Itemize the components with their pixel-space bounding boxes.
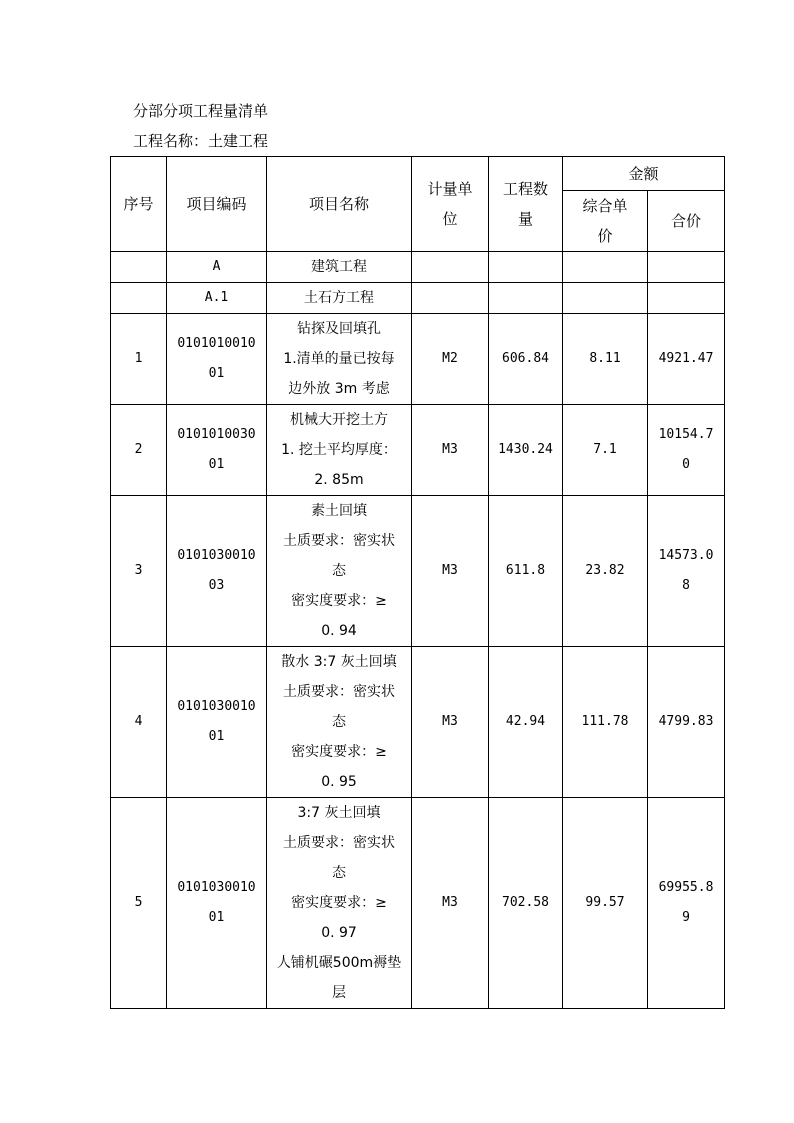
empty-cell [648, 252, 725, 283]
row-code-line: 0101030010 [177, 548, 256, 563]
row-seq: 3 [111, 496, 167, 647]
table-row [111, 314, 725, 405]
row-seq: 1 [111, 314, 167, 405]
row-name-line: 态 [332, 714, 346, 730]
row-total-line: 9 [682, 910, 690, 925]
table-row [111, 496, 725, 647]
row-seq: 2 [111, 405, 167, 496]
table-row [111, 405, 725, 496]
row-quantity: 1430.24 [489, 405, 563, 496]
row-name-line: 3:7 灰土回填 [297, 805, 381, 821]
row-quantity: 702.58 [489, 798, 563, 1009]
header-code: 项目编码 [167, 157, 267, 252]
header-quantity-line: 工程数 [502, 180, 548, 198]
header-unit-line: 位 [442, 210, 458, 228]
header-name: 项目名称 [267, 157, 412, 252]
row-quantity: 606.84 [489, 314, 563, 405]
row-total-line: 0 [682, 457, 690, 472]
row-name-line: 2. 85m [314, 472, 364, 488]
row-unit: M2 [412, 314, 489, 405]
row-name [267, 798, 412, 1009]
row-total-line: 10154.7 [658, 427, 714, 442]
bill-of-quantities-table [110, 156, 725, 1009]
section-row [111, 252, 725, 283]
row-code-line: 01 [208, 457, 225, 472]
row-total-line: 8 [682, 578, 690, 593]
row-total-line: 4799.83 [658, 714, 714, 729]
row-name-line: 素土回填 [311, 503, 367, 519]
row-total [648, 647, 725, 798]
row-code-line: 01 [208, 910, 225, 925]
row-total [648, 405, 725, 496]
row-name-line: 态 [332, 865, 346, 881]
table-row [111, 798, 725, 1009]
row-name-line: 层 [332, 985, 346, 1001]
row-name-line: 人铺机碾500m褥垫 [276, 955, 402, 971]
row-code [167, 496, 267, 647]
row-name-line: 土质要求：密实状 [283, 533, 395, 549]
row-unit-price: 7.1 [563, 405, 648, 496]
row-code [167, 647, 267, 798]
empty-cell [489, 283, 563, 314]
row-total [648, 798, 725, 1009]
empty-cell [412, 283, 489, 314]
section-name: 建筑工程 [267, 252, 412, 283]
section-seq-cell [111, 283, 167, 314]
row-name-line: 0. 97 [321, 925, 357, 941]
row-name-line: 机械大开挖土方 [290, 412, 388, 428]
row-name-line: 散水 3:7 灰土回填 [281, 654, 397, 670]
row-total-line: 69955.8 [658, 880, 714, 895]
section-code: A [167, 252, 267, 283]
row-name-line: 密实度要求：≥ [291, 744, 387, 760]
row-name-line: 土质要求：密实状 [283, 835, 395, 851]
row-quantity: 611.8 [489, 496, 563, 647]
header-unit-price-line: 综合单 [582, 197, 628, 215]
row-code [167, 314, 267, 405]
row-total-line: 14573.0 [658, 548, 714, 563]
row-seq: 4 [111, 647, 167, 798]
row-total-line: 4921.47 [658, 351, 714, 366]
row-total [648, 314, 725, 405]
row-name-line: 态 [332, 563, 346, 579]
header-row [111, 157, 725, 191]
row-unit: M3 [412, 496, 489, 647]
empty-cell [563, 252, 648, 283]
header-unit-price-line: 价 [597, 227, 613, 245]
row-name-line: 密实度要求：≥ [291, 895, 387, 911]
empty-cell [489, 252, 563, 283]
header-unit-line: 计量单 [427, 180, 473, 198]
row-unit-price: 99.57 [563, 798, 648, 1009]
project-name-line: 工程名称：土建工程 [133, 132, 269, 150]
row-code [167, 405, 267, 496]
row-name [267, 314, 412, 405]
section-code: A.1 [167, 283, 267, 314]
row-code-line: 01 [208, 366, 225, 381]
row-code [167, 798, 267, 1009]
header-total: 合价 [648, 191, 725, 252]
row-code-line: 03 [208, 578, 225, 593]
row-name-line: 0. 94 [321, 623, 357, 639]
row-name-line: 钻探及回填孔 [297, 321, 381, 337]
row-unit-price: 111.78 [563, 647, 648, 798]
empty-cell [412, 252, 489, 283]
row-seq: 5 [111, 798, 167, 1009]
row-unit: M3 [412, 647, 489, 798]
row-code-line: 0101030010 [177, 880, 256, 895]
row-name [267, 647, 412, 798]
header-quantity-line: 量 [517, 210, 533, 228]
section-row [111, 283, 725, 314]
row-name-line: 土质要求：密实状 [283, 684, 395, 700]
row-code-line: 0101010010 [177, 336, 256, 351]
header-seq: 序号 [111, 157, 167, 252]
header-unit-price [563, 191, 648, 252]
header-amount: 金额 [563, 157, 725, 191]
header-unit [412, 157, 489, 252]
header-quantity [489, 157, 563, 252]
row-code-line: 01 [208, 729, 225, 744]
row-unit: M3 [412, 405, 489, 496]
row-name [267, 496, 412, 647]
row-name-line: 密实度要求：≥ [291, 593, 387, 609]
row-name-line: 0. 95 [321, 774, 357, 790]
row-code-line: 0101010030 [177, 427, 256, 442]
empty-cell [648, 283, 725, 314]
section-seq-cell [111, 252, 167, 283]
row-total [648, 496, 725, 647]
section-name: 土石方工程 [267, 283, 412, 314]
empty-cell [563, 283, 648, 314]
row-name-line: 边外放 3m 考虑 [288, 381, 390, 397]
document-title: 分部分项工程量清单 [133, 102, 269, 120]
row-unit-price: 8.11 [563, 314, 648, 405]
table-row [111, 647, 725, 798]
row-name-line: 1. 挖土平均厚度： [281, 442, 397, 458]
row-name-line: 1.清单的量已按每 [283, 351, 395, 367]
row-name [267, 405, 412, 496]
row-unit: M3 [412, 798, 489, 1009]
row-quantity: 42.94 [489, 647, 563, 798]
row-code-line: 0101030010 [177, 699, 256, 714]
row-unit-price: 23.82 [563, 496, 648, 647]
